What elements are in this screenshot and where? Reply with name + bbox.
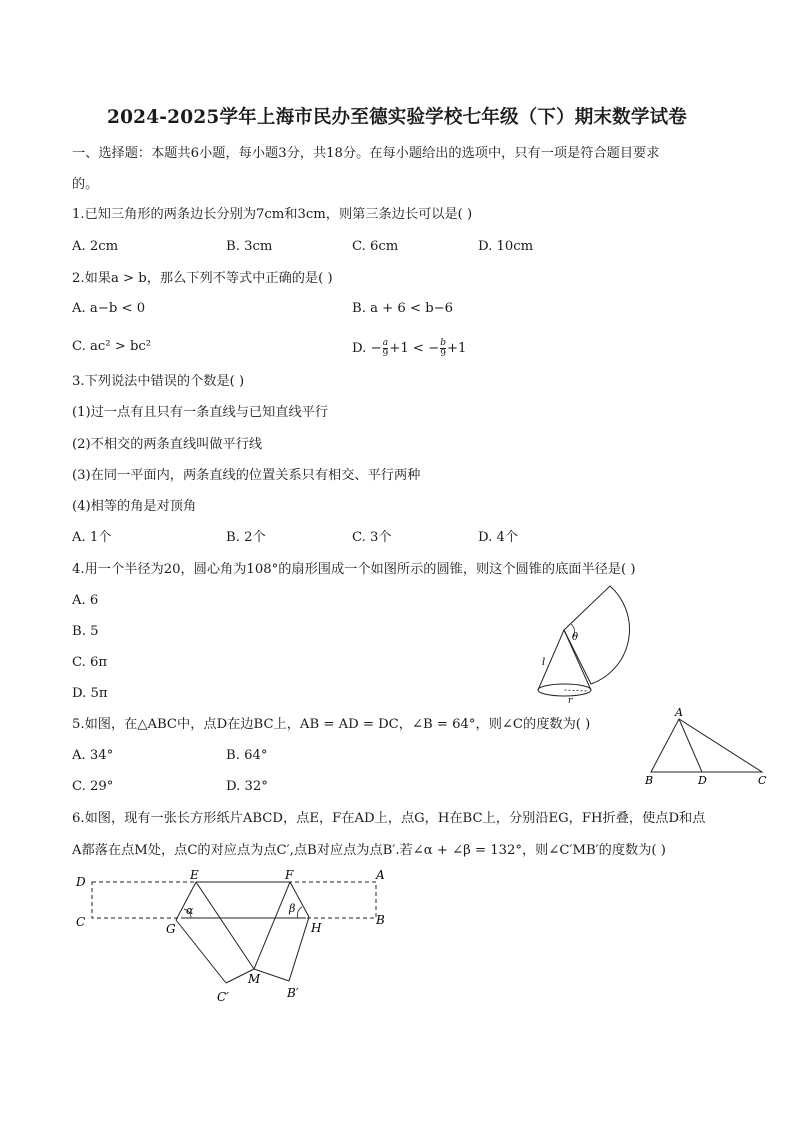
triangle-abc-figure <box>640 700 775 790</box>
label-b-prime: B′ <box>287 986 299 1000</box>
segment-gc2 <box>176 920 226 983</box>
q3-option-d: D. 4个 <box>478 530 519 545</box>
cone-radius <box>565 690 589 691</box>
q1-option-b: B. 3cm <box>226 239 273 254</box>
q2-option-d <box>352 338 466 359</box>
q5-option-b: B. 64° <box>226 748 268 763</box>
q2-option-c: C. ac² > bc² <box>72 339 152 354</box>
rectangle-abcd <box>92 882 376 918</box>
label-h: H <box>311 921 322 935</box>
q4-option-a: A. 6 <box>72 593 99 608</box>
q3-statement-2: (2)不相交的两条直线叫做平行线 <box>72 437 263 452</box>
q1-option-a: A. 2cm <box>72 239 119 254</box>
q3-option-b: B. 2个 <box>226 530 266 545</box>
label-e: E <box>190 868 199 882</box>
label-b: B <box>645 774 654 787</box>
q2-option-d-numerator1: a <box>382 338 389 348</box>
q4-stem: 4.用一个半径为20，圆心角为108°的扇形围成一个如图所示的圆锥，则这个圆锥的底面半径是( ) <box>72 562 636 577</box>
label-r: r <box>568 696 573 706</box>
q2-option-a: A. a−b < 0 <box>72 301 146 316</box>
segment-fm <box>254 882 290 969</box>
label-d: D <box>698 774 707 787</box>
label-b: B <box>376 913 385 927</box>
segment-ad <box>679 719 702 772</box>
beta-arc <box>297 907 302 918</box>
q2-option-d-prefix: D. − <box>352 341 382 356</box>
q6-stem-line1: 6.如图，现有一张长方形纸片ABCD，点E，F在AD上，点G，H在BC上，分别沿EG，FH折叠，使点D和点 <box>72 811 706 826</box>
q5-stem: 5.如图，在△ABC中，点D在边BC上，AB = AD = DC，∠B = 64°，则∠C的度数为( ) <box>72 717 591 732</box>
label-a: A <box>376 868 385 882</box>
q1-option-d: D. 10cm <box>478 239 534 254</box>
folded-rectangle-figure <box>70 865 400 1015</box>
label-l: l <box>542 657 546 668</box>
label-f: F <box>285 868 294 882</box>
q3-stem: 3.下列说法中错误的个数是( ) <box>72 374 245 389</box>
label-c-prime: C′ <box>217 990 229 1004</box>
cone-sector-figure <box>528 582 668 707</box>
q2-option-d-middle: +1 < − <box>389 341 440 356</box>
q2-option-d-end: +1 <box>446 341 467 356</box>
q4-option-c: C. 6π <box>72 655 108 670</box>
q4-option-d: D. 5π <box>72 686 108 701</box>
label-c: C <box>76 915 86 929</box>
q2-option-d-fraction2 <box>440 338 446 359</box>
q5-option-c: C. 29° <box>72 779 114 794</box>
label-g: G <box>166 922 176 936</box>
q4-option-b: B. 5 <box>72 624 99 639</box>
label-c: C <box>758 774 767 787</box>
q1-option-c: C. 6cm <box>352 239 399 254</box>
q3-option-c: C. 3个 <box>352 530 392 545</box>
q3-statement-1: (1)过一点有且只有一条直线与已知直线平行 <box>72 405 329 420</box>
label-beta: β <box>289 902 296 915</box>
q2-stem: 2.如果a > b，那么下列不等式中正确的是( ) <box>72 271 333 286</box>
label-alpha: α <box>186 904 194 917</box>
label-theta: θ <box>572 632 579 643</box>
q1-stem: 1.已知三角形的两条边长分别为7cm和3cm，则第三条边长可以是( ) <box>72 207 473 222</box>
label-a: A <box>675 706 683 719</box>
section-instructions-line1: 一、选择题：本题共6小题，每小题3分，共18分。在每小题给出的选项中，只有一项是符合题目要求 <box>72 146 660 161</box>
q5-option-d: D. 32° <box>226 779 268 794</box>
section-instructions-line2: 的。 <box>72 177 99 192</box>
q2-option-d-denominator1: 9 <box>382 349 389 359</box>
q6-stem-line2: A都落在点M处，点C的对应点为点C′,点B对应点为点B′.若∠α + ∠β = 132°，则∠C′MB′的度数为( ) <box>72 843 666 858</box>
q3-statement-3: (3)在同一平面内，两条直线的位置关系只有相交、平行两种 <box>72 468 421 483</box>
page-title: 2024-2025学年上海市民办至德实验学校七年级（下）期末数学试卷 <box>107 107 687 128</box>
triangle-abc <box>651 719 762 772</box>
q2-option-d-fraction1 <box>383 338 389 359</box>
q3-statement-4: (4)相等的角是对顶角 <box>72 499 197 514</box>
label-d: D <box>76 875 86 889</box>
segment-hb2 <box>289 917 309 981</box>
q2-option-d-denominator2: 9 <box>440 349 446 359</box>
q3-option-a: A. 1个 <box>72 530 112 545</box>
q5-option-a: A. 34° <box>72 748 114 763</box>
q2-option-b: B. a + 6 < b−6 <box>352 301 454 316</box>
q2-option-d-numerator2: b <box>440 338 446 348</box>
label-m: M <box>248 972 261 986</box>
